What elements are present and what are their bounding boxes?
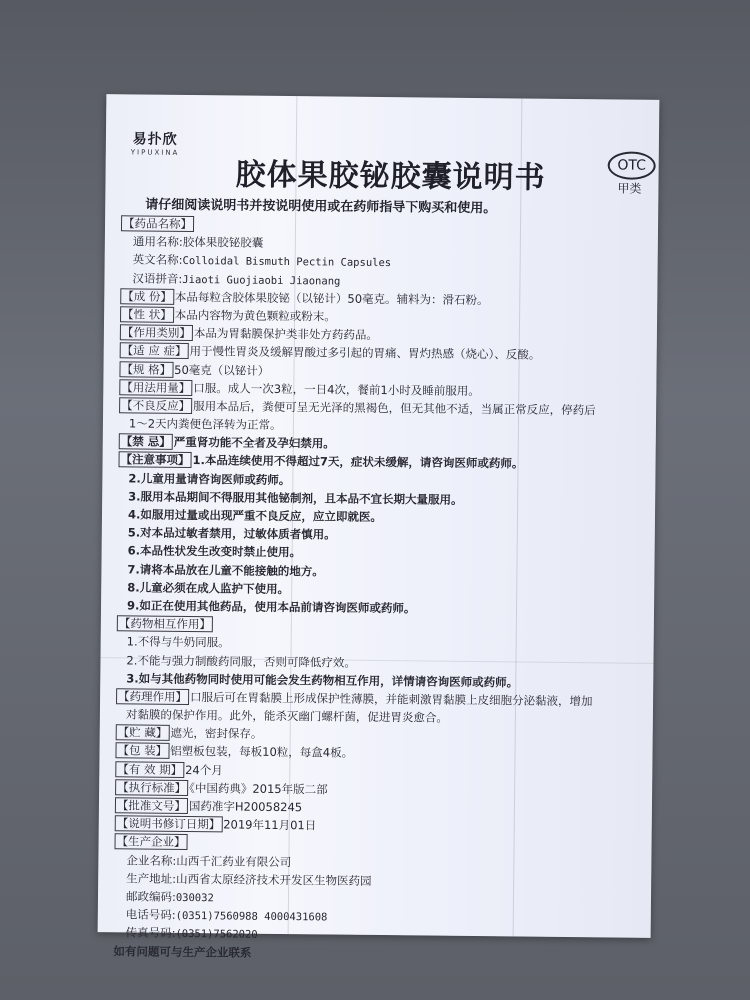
list-item: 9.如正在使用其他药品，使用本品前请咨询医师或药师。 — [126, 598, 416, 616]
section-text: 国药准字H20058245 — [188, 799, 303, 815]
section-label: 【生产企业】 — [114, 834, 187, 851]
field-label: 企业名称: — [126, 852, 177, 868]
list-item: 3.服用本品期间不得服用其他铋制剂，且本品不宜长期大量服用。 — [128, 489, 463, 507]
section-text: 铝塑板包装，每板10粒，每盒4板。 — [170, 744, 354, 761]
section-label: 【成 份】 — [120, 288, 174, 305]
field-value: 030032 — [175, 891, 214, 905]
field-value: Jiaoti Guojiaobi Jiaonang — [182, 273, 341, 288]
field-label: 传真号码: — [125, 925, 176, 941]
section-label: 【注意事项】 — [118, 452, 191, 469]
list-item: 2.儿童用量请咨询医师或药师。 — [128, 471, 291, 487]
section-label: 【药物相互作用】 — [117, 615, 213, 632]
section-label: 【性 状】 — [120, 306, 174, 323]
section-text: 对黏膜的保护作用。此外，能杀灭幽门螺杆菌，促进胃炎愈合。 — [125, 707, 448, 725]
list-item: 3.如与其他药物同时使用可能会发生药物相互作用，详情请咨询医师或药师。 — [126, 671, 519, 690]
otc-badge: OTC — [608, 151, 656, 180]
section-label: 【用法用量】 — [119, 379, 192, 396]
section-label: 【药品名称】 — [121, 215, 194, 232]
section-label: 【贮 藏】 — [116, 725, 170, 742]
section-text: 本品为胃黏膜保护类非处方药药品。 — [193, 326, 378, 343]
contact-note: 如有问题可与生产企业联系 — [113, 943, 252, 960]
section-text: 用于慢性胃炎及缓解胃酸过多引起的胃痛、胃灼热感（烧心）、反酸。 — [189, 344, 541, 362]
field-value: Colloidal Bismuth Pectin Capsules — [182, 255, 392, 270]
section-text: 服用本品后，粪便可呈无光泽的黑褐色，但无其他不适，当属正常反应，停药后 — [193, 398, 596, 418]
section-text: 本品内容物为黄色颗粒或粉末。 — [174, 307, 336, 324]
list-item: 8.儿童必须在成人监护下使用。 — [127, 580, 290, 596]
section-text: 24个月 — [185, 762, 223, 778]
section-label: 【规 格】 — [119, 361, 173, 378]
list-item: 5.对本品过敏者禁用，过敏体质者慎用。 — [127, 525, 336, 542]
list-item: 1.本品连续使用不得超过7天，症状未缓解，请咨询医师或药师。 — [192, 453, 524, 471]
section-label: 【作用类别】 — [120, 324, 193, 341]
field-label: 汉语拼音: — [132, 270, 183, 286]
brand-logo — [131, 128, 180, 157]
section-text: 口服。成人一次3粒，一日4次，餐前1小时及睡前服用。 — [193, 380, 480, 398]
field-label: 邮政编码: — [125, 889, 176, 904]
list-item: 6.本品性状发生改变时禁止使用。 — [127, 543, 302, 560]
section-label: 【禁 忌】 — [119, 434, 173, 451]
section-text: 口服后可在胃黏膜上形成保护性薄膜，并能刺激胃黏膜上皮细胞分泌黏液，增加 — [190, 689, 593, 709]
page-title: 胶体果胶铋胶囊说明书 — [235, 157, 546, 196]
list-item: 4.如服用过量或出现严重不良反应，应立即就医。 — [127, 507, 382, 525]
field-label: 通用名称: — [132, 234, 183, 250]
list-item: 2.不能与强力制酸药同服，否则可降低疗效。 — [126, 652, 357, 670]
field-label: 电话号码: — [125, 907, 176, 923]
list-item: 7.请将本品放在儿童不能接触的地方。 — [127, 561, 324, 578]
list-item: 1.不得与牛奶同服。 — [126, 634, 230, 650]
leaflet-content — [113, 214, 656, 965]
section-text: 本品每粒含胶体果胶铋（以铋计）50毫克。辅料为：滑石粉。 — [174, 289, 489, 307]
section-label: 【批准文号】 — [115, 797, 188, 814]
section-label: 【执行标准】 — [115, 779, 188, 796]
brand-pinyin: YIPUXINA — [130, 148, 180, 157]
field-value: (0351)7562020 — [175, 928, 258, 942]
otc-category: 甲类 — [617, 181, 642, 196]
section-label: 【药理作用】 — [116, 688, 189, 705]
section-text: 50毫克（以铋计） — [174, 362, 270, 378]
field-value: (0351)7560988 4000431608 — [175, 910, 328, 924]
field-value: 胶体果胶铋胶囊 — [182, 235, 264, 250]
field-label: 生产地址: — [126, 871, 177, 886]
section-text: 2019年11月01日 — [223, 817, 317, 833]
field-value: 山西千汇药业有限公司 — [176, 853, 292, 869]
section-text: 遮光，密封保存。 — [170, 726, 263, 742]
section-label: 【适 应 症】 — [120, 343, 189, 360]
instruction-subtitle: 请仔细阅读说明书并按说明使用或在药师指导下购买和使用。 — [145, 197, 497, 217]
section-label: 【不良反应】 — [119, 397, 192, 414]
field-value: 山西省太原经济技术开发区生物医药园 — [175, 871, 372, 888]
field-label: 英文名称: — [132, 252, 183, 268]
brand-name: 易扑欣 — [132, 131, 178, 148]
section-text: 1～2天内粪便色泽转为正常。 — [128, 416, 282, 433]
section-label: 【有 效 期】 — [115, 761, 184, 778]
leaflet-paper — [98, 94, 660, 960]
section-label: 【说明书修订日期】 — [115, 815, 223, 832]
section-text: 严重肾功能不全者及孕妇禁用。 — [173, 435, 335, 451]
section-text: 《中国药典》2015年版二部 — [189, 780, 328, 797]
section-label: 【包 装】 — [115, 743, 169, 760]
